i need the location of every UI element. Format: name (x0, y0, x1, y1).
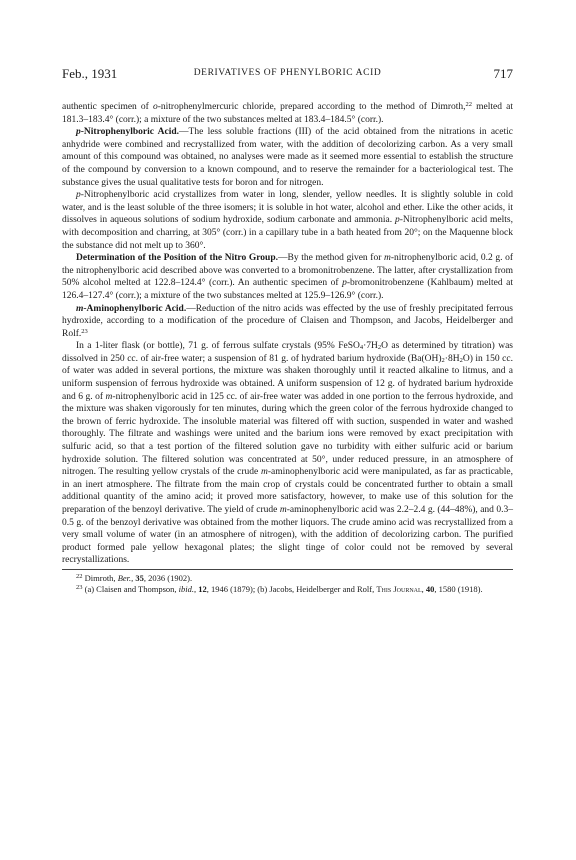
text-run: Dimroth, (82, 572, 118, 583)
text-run: (a) Claisen and Thompson, (82, 583, 179, 594)
paragraph (62, 340, 513, 567)
text-run: ibid. (178, 583, 195, 594)
footnote-ref: 22 (76, 572, 83, 580)
text-run: 4 (359, 344, 364, 352)
text-run: 2 (459, 356, 463, 364)
paragraph (62, 303, 513, 341)
page-header (62, 66, 513, 82)
text-run: Ber. (117, 572, 132, 583)
text-run: —By the method given for (277, 253, 385, 264)
text-run: p (395, 215, 400, 226)
text-run: —Reduction of the nitro acids was effected by the use of freshly precipitated ferrous hydroxide, according to a modification of the procedure of Claisen and Thompson, and Jacobs, Heidelberger and Rolf. (62, 303, 513, 339)
paragraph (62, 101, 513, 126)
text-run: , 1580 (1918). (434, 583, 483, 594)
text-run: 35 (135, 572, 144, 583)
paragraph-list (62, 101, 513, 567)
text-run: -aminophenylboric acid were manipulated, as far as practicable, in an inert atmosphere. The filtrate from the main crop of crystals could be concentrated further to obtain a small additional quantity of the amino acid; it proved more satisfactory, however, to make use of this solution for the preparation of the benzoyl derivative. The yield of crude (62, 467, 513, 515)
paragraph (62, 252, 513, 302)
text-run: -Nitrophenylboric acid crystallizes from water in long, slender, yellow needles. It is slightly soluble in cold water, and is the least soluble of the three isomers; it is soluble in hot water, alcohol and ether. Like the other acids, it dissolves in aqueous solutions of sodium hydroxide, sodium carbonate and ammonia. (62, 190, 513, 226)
text-run: , (131, 572, 136, 583)
text-run: -Nitrophenylboric Acid. (80, 127, 180, 138)
article-body (62, 101, 513, 595)
text-run: ·7H (363, 341, 378, 352)
footnote (62, 584, 513, 595)
text-run: p (76, 127, 81, 138)
text-run: -bromonitrobenzene (Kahlbaum) melted at 126.4–127.4° (corr.); a mixture of the two substances melted at 125.9–126.9° (corr.). (62, 278, 514, 301)
text-run: m (384, 253, 391, 264)
footnote-ref: 23 (81, 327, 88, 335)
page-number: 717 (493, 66, 513, 81)
text-run: , 1946 (1879); (b) Jacobs, Heidelberger and Rolf, (206, 583, 377, 594)
text-run: -Aminophenylboric Acid. (83, 303, 187, 314)
text-run: o (152, 102, 158, 112)
text-run: This Journal (376, 583, 422, 594)
text-run: p (342, 278, 347, 289)
running-title: DERIVATIVES OF PHENYLBORIC ACID (193, 68, 382, 78)
footnote-ref: 23 (76, 583, 83, 591)
text-run: authentic specimen of (62, 102, 153, 112)
text-run: m (105, 391, 113, 402)
text-run: O as determined by titration) was dissolved in 250 cc. of air-free water; a suspension of 81 g. of hydrated barium hydroxide (Ba(OH) (62, 341, 513, 364)
text-run: —The less soluble fractions (III) of the acid obtained from the nitrations in acetic anhydride were combined and recrystallized from water, with the addition of decolorizing carbon. As a very small amount of this compound was obtained, no analyses were made as it seemed more essential to establish the structure of the compound by conversion to a known compound, and to reserve the remainder for a bacteriological test. The substance gives the usual qualitative tests for boron and for nitrogen. (62, 127, 513, 188)
text-run: Determination of the Position of the Nitro Group. (76, 253, 278, 264)
text-run: 40 (425, 583, 435, 594)
text-run: ·8H (444, 353, 460, 364)
text-run: 12 (198, 583, 207, 594)
text-run: m (260, 467, 268, 478)
text-run: m (279, 505, 287, 515)
text-run: p (76, 190, 81, 201)
text-run: -nitrophenylmercuric chloride, prepared according to the method of Dimroth, (157, 102, 466, 112)
text-run: 2 (441, 356, 445, 364)
text-run: m (76, 303, 84, 314)
text-run: -Nitrophenylboric acid melts, with decomposition and charring, at 305° (corr.) in a capillary tube in a bath heated from 20°; on the Maquenne block the substance did not melt up to 360°. (62, 215, 513, 251)
footnote-ref: 22 (465, 101, 473, 108)
text-run: O) in 150 cc. of water was added in several portions, the mixture was shaken thoroughly until it reacted alkaline to litmus, and a uniform suspension of ferrous hydroxide was obtained. A uniform suspension of 12 g. of hydrated barium hydroxide and 6 g. of (62, 353, 513, 402)
text-run: , 2036 (1902). (143, 572, 193, 583)
paragraph (62, 126, 513, 189)
footnote-rule (62, 569, 513, 570)
paragraph (62, 189, 513, 252)
text-run: -aminophenylboric acid was 2.2–2.4 g. (44–48%), and 0.3–0.5 g. of the benzoyl derivative was obtained from the mother liquors. The crude amino acid was recrystallized from a very small volume of water (in an atmosphere of nitrogen), with the addition of decolorizing carbon. The purified product formed pale yellow hexagonal plates; the slight tinge of color could not be removed by several recrystallizations. (62, 505, 514, 566)
text-run: -nitrophenylboric acid, 0.2 g. of the nitrophenylboric acid described above was converted to a bromonitrobenzene. The latter, after crystallization from 50% alcohol melted at 122.8–124.4° (corr.). An authentic specimen of (62, 253, 514, 289)
text-run: In a 1-liter flask (or bottle), 71 g. of ferrous sulfate crystals (95% FeSO (76, 341, 360, 352)
text-run: 2 (377, 344, 382, 352)
issue-date: Feb., 1931 (62, 66, 118, 81)
text-run: melted at 181.3–183.4° (corr.); a mixture of the two substances melted at 183.4–184.5° (corr.). (62, 102, 513, 125)
text-run: -nitrophenylboric acid in 125 cc. of air-free water was added in one portion to the ferrous hydroxide, and the mixture was shaken vigorously for ten minutes, during which the green color of the ferrous hydroxide changed to the brown of ferric hydroxide. The insoluble material was filtered off with suction, suspended in water and washed thoroughly. The filtrate and washings were united and the barium ions were removed by exact precipitation with sulfuric acid, so that a test portion of the filtered solution gave no turbidity with either sulfuric acid or barium hydroxide solution. The filtered solution was concentrated at 50°, under reduced pressure, in an atmosphere of nitrogen. The resulting yellow crystals of the crude (62, 391, 514, 478)
footnote (62, 573, 513, 584)
footnotes (62, 573, 513, 595)
text-run: , (421, 583, 426, 594)
text-run: , (194, 583, 199, 594)
